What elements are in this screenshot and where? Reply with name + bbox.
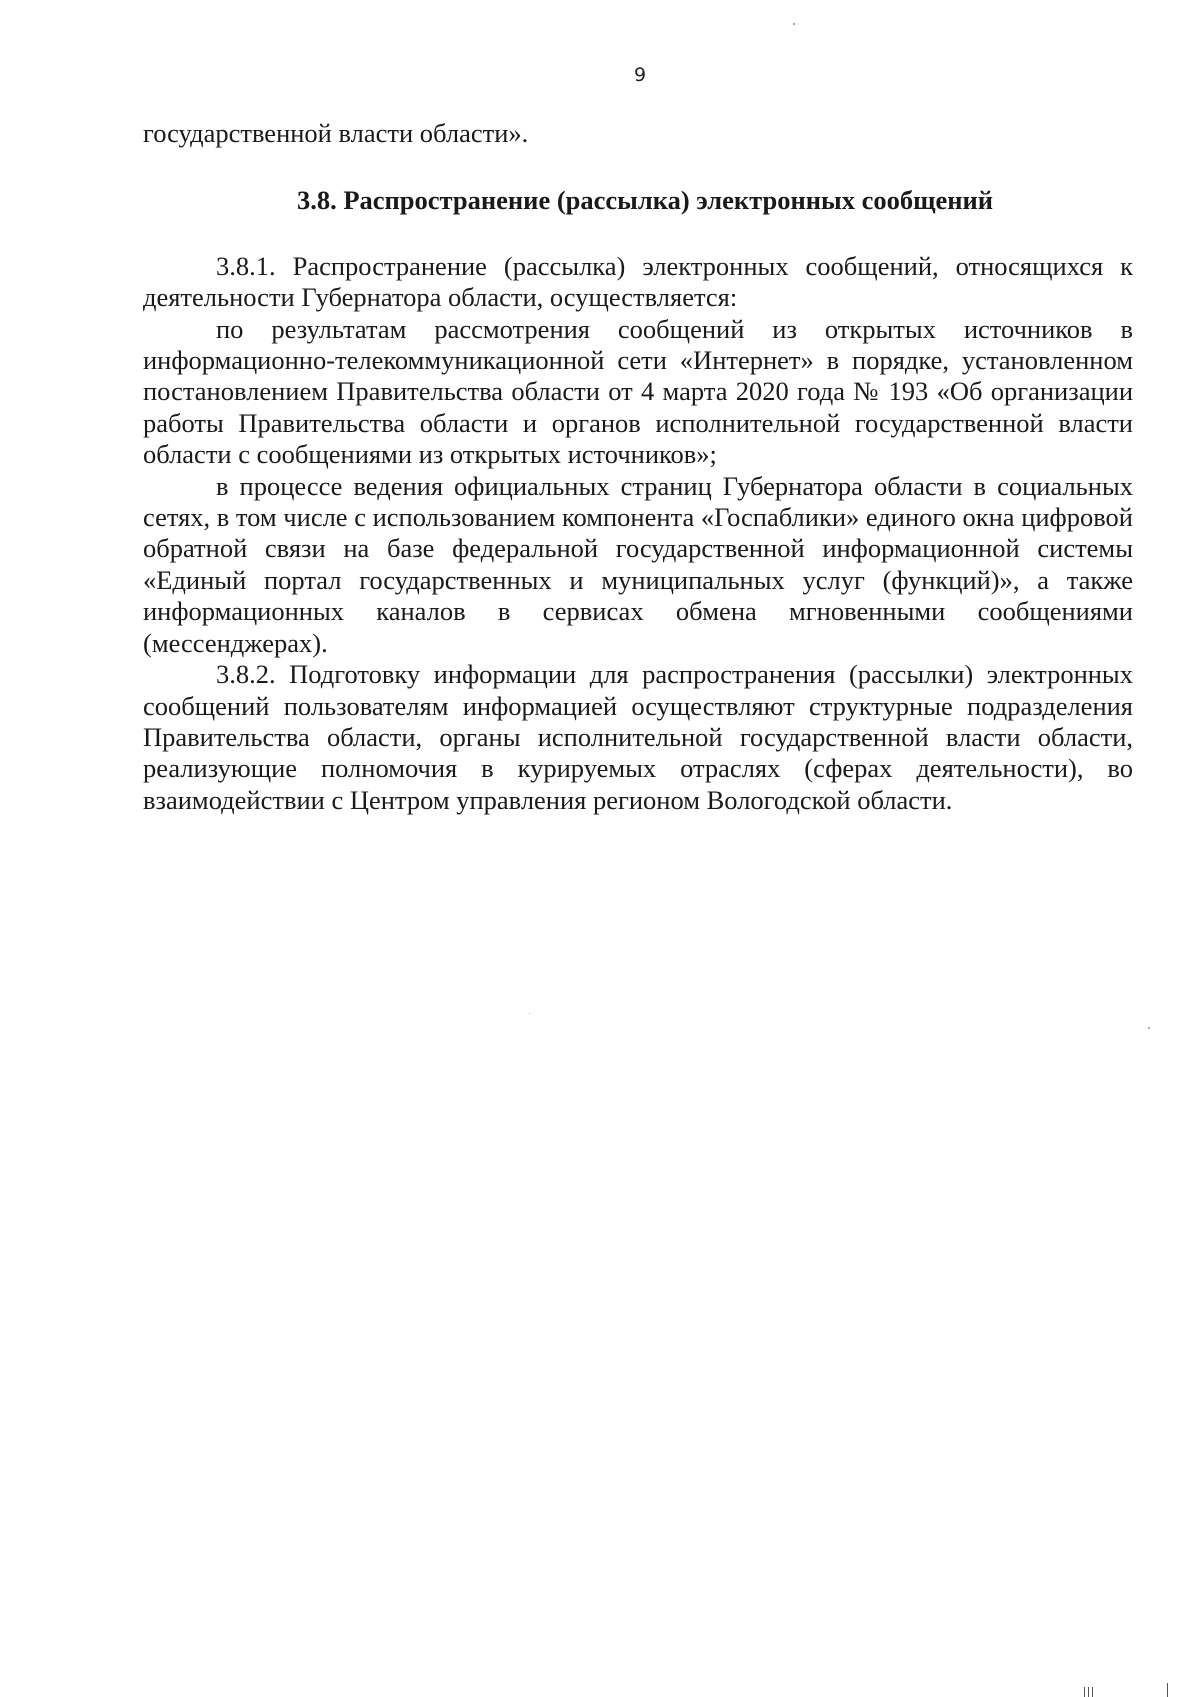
paragraph-3-8-1: 3.8.1. Распространение (рассылка) электронных сообщений, относящихся к деятельности Губернатора области, осуществляется: — [143, 250, 1133, 313]
paragraph-open-sources: по результатам рассмотрения сообщений из открытых источников в информационно-телекоммуникационной сети «Интернет» в порядке, установленном постановлением Правительства области от 4 марта 2020 года № 193 «Об организации работы Правительства области и органов исполнительной государственной власти области с сообщениями из открытых источников»; — [143, 313, 1133, 470]
document-body — [143, 118, 1133, 816]
scan-speck — [529, 1013, 530, 1014]
paragraph-social-networks: в процессе ведения официальных страниц Губернатора области в социальных сетях, в том числе с использованием компонента «Госпаблики» единого окна цифровой обратной связи на базе федеральной государственной информационной системы «Единый портал государственных и муниципальных услуг (функций)», а также информационных каналов в сервисах обмена мгновенными сообщениями (мессенджерах). — [143, 470, 1133, 658]
scan-edge-marks — [1064, 1683, 1184, 1697]
section-heading: 3.8. Распространение (рассылка) электронных сообщений — [296, 185, 994, 216]
continuation-text: государственной власти области». — [143, 118, 529, 148]
paragraph-3-8-2: 3.8.2. Подготовку информации для распространения (рассылки) электронных сообщений пользователям информацией осуществляют структурные подразделения Правительства области, органы исполнительной государственной власти области, реализующие полномочия в курируемых отраслях (сферах деятельности), во взаимодействии с Центром управления регионом Вологодской области. — [143, 659, 1133, 815]
scan-speck — [793, 23, 795, 25]
scan-speck — [1148, 1027, 1150, 1029]
page-number: 9 — [633, 64, 647, 86]
